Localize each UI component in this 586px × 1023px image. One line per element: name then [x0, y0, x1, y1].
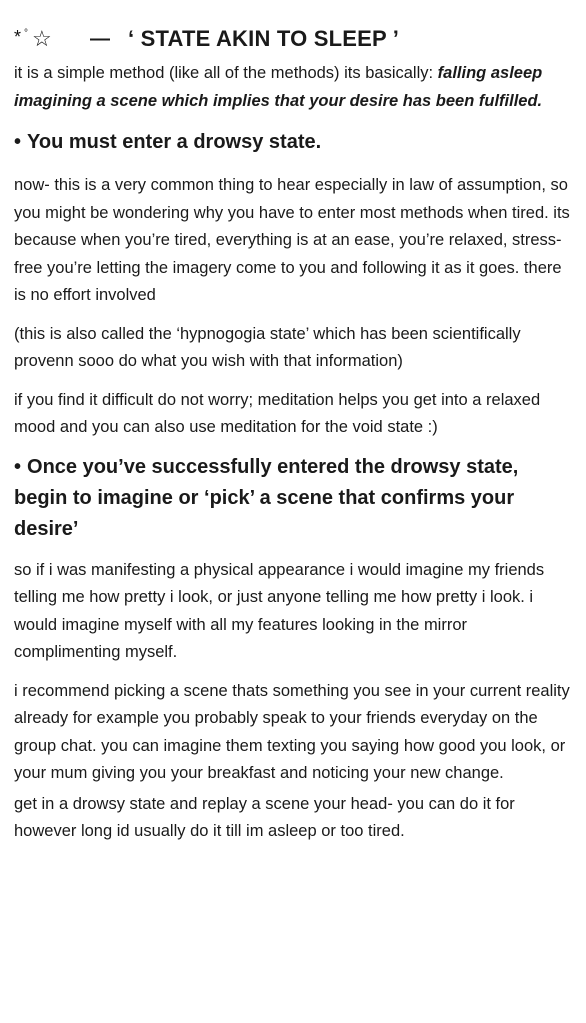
- paragraph: get in a drowsy state and replay a scene your head- you can do it for however long id usually do it till im asleep or too tired.: [14, 794, 515, 840]
- intro-paragraph: [14, 60, 572, 115]
- paragraph: i recommend picking a scene thats something you see in your current reality already for example you probably speak to your friends everyday on the group chat. you can imagine them texting you saying how good you look, or your mum giving you your breakfast and noticing your new change.: [14, 681, 570, 782]
- section-heading-scene: [14, 452, 572, 545]
- bullet-icon: •: [14, 131, 22, 153]
- intro-emphasis: falling asleep imagining a scene which implies that your desire has been fulfilled.: [14, 64, 543, 110]
- star-icon: ☆: [32, 26, 52, 51]
- intro-text: it is a simple method (like all of the methods) its basically:: [14, 64, 438, 82]
- paragraph: now- this is a very common thing to hear especially in law of assumption, so you might be wondering why you have to enter most methods when tired. its because when you’re tired, everything is at an ease, you’re relaxed, stress-free you’re letting the imagery come to you and following it as it goes. there is no effort involved: [14, 176, 570, 304]
- paragraph: (this is also called the ‘hypnogogia state’ which has been scientifically provenn sooo do what you wish with that information): [14, 324, 521, 370]
- title-dash: —: [90, 27, 110, 50]
- asterisk-icon: *: [14, 26, 22, 47]
- title-row: [14, 22, 572, 56]
- page-title: ‘ STATE AKIN TO SLEEP ’: [128, 26, 400, 51]
- decoration: [14, 26, 76, 52]
- section-heading-text: You must enter a drowsy state.: [27, 131, 322, 153]
- paragraph: so if i was manifesting a physical appearance i would imagine my friends telling me how pretty i look, or just anyone telling me how pretty i look. i would imagine myself with all my features looking in the mirror complimenting myself.: [14, 560, 545, 661]
- section-heading-drowsy: [14, 127, 572, 158]
- paragraph: if you find it difficult do not worry; meditation helps you get into a relaxed mood and you can also use meditation for the void state :): [14, 390, 541, 436]
- section-heading-text: Once you’ve successfully entered the drowsy state, begin to imagine or ‘pick’ a scene that confirms your desire’: [14, 455, 519, 540]
- bullet-icon: •: [14, 455, 22, 478]
- degree-icon: °: [24, 27, 29, 39]
